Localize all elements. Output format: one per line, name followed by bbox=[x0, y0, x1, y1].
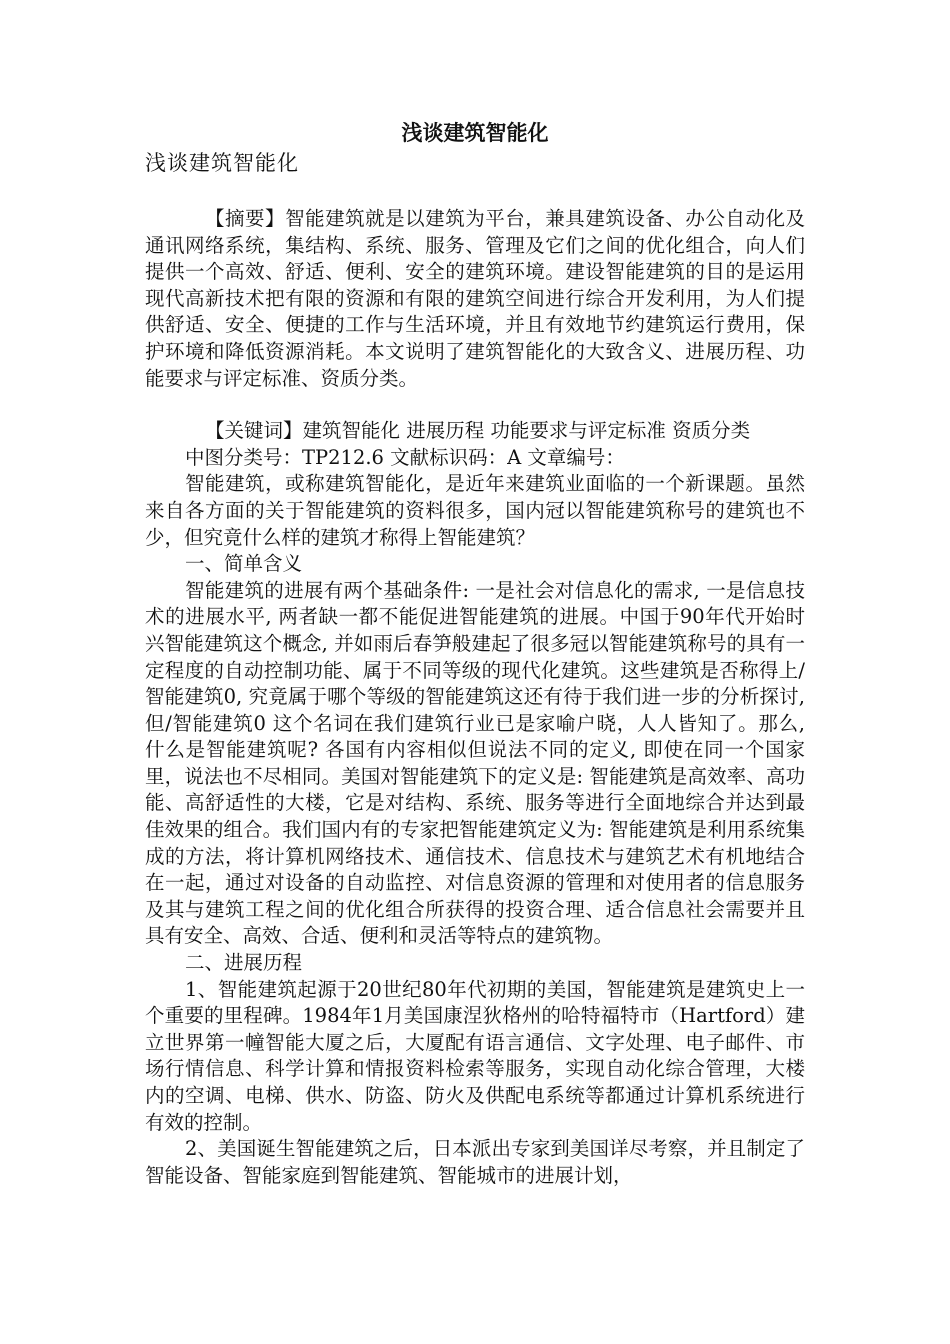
document-page bbox=[145, 118, 805, 1189]
keywords-paragraph: 【关键词】建筑智能化 进展历程 功能要求与评定标准 资质分类 bbox=[205, 419, 751, 443]
document-subtitle: 浅谈建筑智能化 bbox=[145, 151, 299, 175]
section-2-heading: 二、进展历程 bbox=[185, 951, 303, 975]
section-2-paragraph-2: 2、美国诞生智能建筑之后，日本派出专家到美国详尽考察，并且制定了智能设备、智能家庭到智能建筑、智能城市的进展计划， bbox=[145, 1137, 805, 1187]
spacer bbox=[145, 392, 805, 418]
section-2-paragraph-1: 1、智能建筑起源于20世纪80年代初期的美国，智能建筑是建筑史上一个重要的里程碑。1984年1月美国康涅狄格州的哈特福特市（Hartford）建立世界第一幢智能大厦之后，大厦配有语言通信、文字处理、电子邮件、市场行情信息、科学计算和情报资料检索等服务，实现自动化综合管理，大楼内的空调、电梯、供水、防盗、防火及供配电系统等都通过计算机系统进行有效的控制。 bbox=[145, 977, 805, 1134]
document-title: 浅谈建筑智能化 bbox=[401, 120, 549, 145]
classification-line: 中图分类号：TP212.6 文献标识码：A 文章编号： bbox=[185, 445, 625, 469]
section-1-body: 智能建筑的进展有两个基础条件: 一是社会对信息化的需求, 一是信息技术的进展水平, 两者缺一都不能促进智能建筑的进展。中国于90年代开始时兴智能建筑这个概念, 并如雨后春笋般建起了很多冠以智能建筑称号的具有一定程度的自动控制功能、属于不同等级的现代化建筑。这些建筑是否称得上/ 智能建筑0, 究竟属于哪个等级的智能建筑这还有待于我们进一步的分析探讨, 但/智能建筑0 这个名词在我们建筑行业已是家喻户晓，人人皆知了。那么, 什么是智能建筑呢? 各国有内容相似但说法不同的定义, 即使在同一个国家里，说法也不尽相同。美国对智能建筑下的定义是: 智能建筑是高效率、高功能、高舒适性的大楼，它是对结构、系统、服务等进行全面地综合并达到最佳效果的组合。我们国内有的专家把智能建筑定义为: 智能建筑是利用系统集成的方法，将计算机网络技术、通信技术、信息技术与建筑艺术有机地结合在一起，通过对设备的自动监控、对信息资源的管理和对使用者的信息服务及其与建筑工程之间的优化组合所获得的投资合理、适合信息社会需要并且具有安全、高效、合适、便利和灵活等特点的建筑物。 bbox=[145, 578, 805, 948]
section-1-heading: 一、简单含义 bbox=[185, 552, 303, 576]
abstract-paragraph: 【摘要】智能建筑就是以建筑为平台，兼具建筑设备、办公自动化及通讯网络系统，集结构、系统、服务、管理及它们之间的优化组合，向人们提供一个高效、舒适、便利、安全的建筑环境。建设智能建筑的目的是运用现代高新技术把有限的资源和有限的建筑空间进行综合开发利用，为人们提供舒适、安全、便捷的工作与生活环境，并且有效地节约建筑运行费用，保护环境和降低资源消耗。本文说明了建筑智能化的大致含义、进展历程、功能要求与评定标准、资质分类。 bbox=[145, 207, 805, 390]
intro-paragraph: 智能建筑，或称建筑智能化，是近年来建筑业面临的一个新课题。虽然来自各方面的关于智能建筑的资料很多，国内冠以智能建筑称号的建筑也不少，但究竟什么样的建筑才称得上智能建筑？ bbox=[145, 472, 805, 549]
